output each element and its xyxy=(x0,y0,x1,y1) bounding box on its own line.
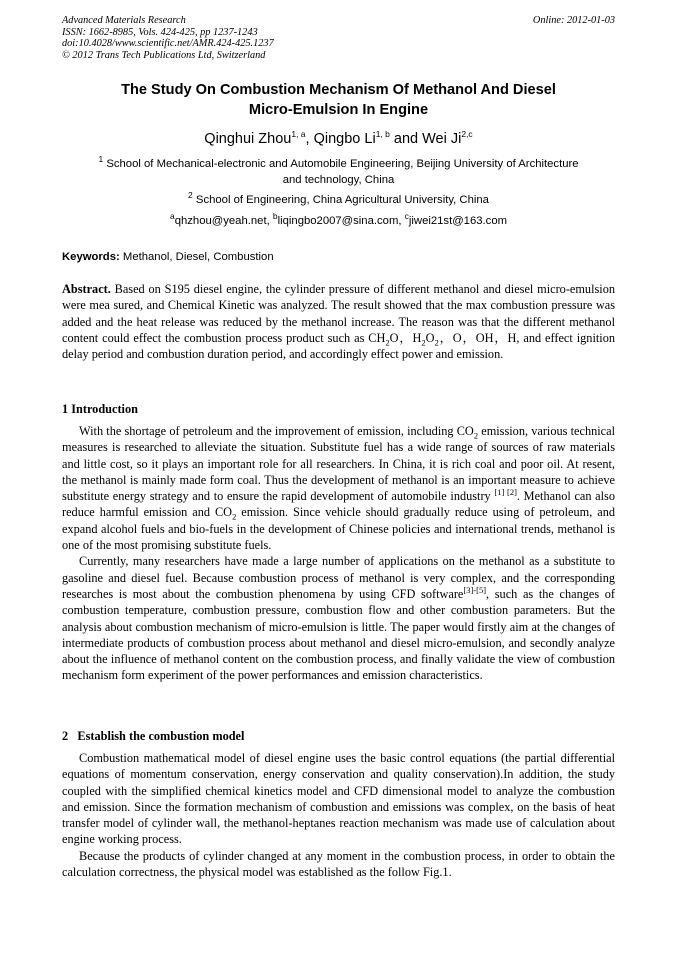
journal-header xyxy=(62,15,615,61)
affiliation-1-text: School of Mechanical-electronic and Automobile Engineering, Beijing University of Architecture xyxy=(106,158,579,170)
issn-line: ISSN: 1662-8985, Vols. 424-425, pp 1237-1243 xyxy=(62,26,258,38)
email-b: liqingbo2007@sina.com, xyxy=(277,215,405,227)
s1p2-citation: [3]-[5] xyxy=(463,584,487,595)
section-1-heading: 1 Introduction xyxy=(62,402,138,416)
author-1-sup: 1, a xyxy=(291,129,306,140)
abstract-sub-1: 2 xyxy=(385,337,390,348)
s1p1-text-b: emission, various technical measures is researched to alleviate the situation. Substitute fuel has a wide range of sources of raw materials and little cost, so it plays an important role for all researchers. In China, it is rich coal and poor oil. At resent, the methanol is mainly made form coal. Thus the development of methanol is an important measure to achieve substitute energy strategy and to ensure the rapid development of automobile industry xyxy=(62,424,615,504)
email-b-sup: b xyxy=(272,211,278,222)
keywords xyxy=(62,249,615,265)
online-date: Online: 2012-01-03 xyxy=(532,15,615,26)
affiliation-1 xyxy=(62,156,615,188)
affiliation-2-sup: 2 xyxy=(188,190,193,201)
author-2-sup: 1, b xyxy=(375,129,390,140)
paper-title xyxy=(62,80,615,120)
s1p1-text-c: . Methanol can also reduce harmful emission and CO xyxy=(62,489,615,520)
author-1-name: Qinghui Zhou xyxy=(204,131,292,147)
affiliation-2 xyxy=(62,192,615,208)
s1p1-text-d: emission. Since vehicle should gradually reduce using of petroleum, and expand alcohol fuels and bio-fuels in the development of Chinese policies and international trends, methanol is one of the most promising substitute fuels. xyxy=(62,505,615,553)
author-list xyxy=(62,129,615,149)
s1p1-sub-2: 2 xyxy=(232,511,237,522)
keywords-label: Keywords: xyxy=(62,251,120,263)
abstract-sub-2: 2 xyxy=(421,337,426,348)
copyright-line: © 2012 Trans Tech Publications Ltd, Switzerland xyxy=(62,49,266,61)
title-line-2: Micro-Emulsion In Engine xyxy=(248,102,429,118)
s1p2-text-a: Currently, many researchers have made a large number of applications on the methanol as a substitute to gasoline and diesel fuel. Because combustion process of methanol is very complex, and the corresponding researches is most about the combustion phenomena by using CFD software xyxy=(62,554,615,601)
affiliation-1-line-2: and technology, China xyxy=(282,174,395,186)
section-1-paragraph-1 xyxy=(62,423,615,553)
abstract-text-1: Based on S195 diesel engine, the cylinder pressure of different methanol and diesel micro-emulsion were mea sured, and Chemical Kinetic was analyzed. The result showed that the max combustion pressure was added and the heat release was reduced by the methanol increase. The reason was that the different methanol content could effect the combustion process product such as CH xyxy=(62,282,615,345)
abstract-text-2: O，H xyxy=(389,330,422,345)
section-2-heading: 2 Establish the combustion model xyxy=(62,729,245,743)
affiliation-1-sup: 1 xyxy=(98,154,104,165)
abstract-text-4: ，O，OH，H, and effect ignition delay period and combustion duration period, and accordingly effect power and emission. xyxy=(62,330,615,362)
keywords-text: Methanol, Diesel, Combustion xyxy=(119,251,274,263)
author-3-sup: 2,c xyxy=(461,129,473,140)
author-emails xyxy=(62,213,615,229)
journal-name: Advanced Materials Research xyxy=(62,15,186,26)
title-line-1: The Study On Combustion Mechanism Of Methanol And Diesel xyxy=(121,82,556,98)
doi-line: doi:10.4028/www.scientific.net/AMR.424-425.1237 xyxy=(62,38,274,49)
author-2-name: Qingbo Li xyxy=(313,131,376,147)
abstract-label: Abstract. xyxy=(62,282,111,296)
abstract-text-3: O xyxy=(425,330,435,345)
email-c: jiwei21st@163.com xyxy=(408,215,508,227)
abstract xyxy=(62,281,615,362)
section-2-paragraph-1: Combustion mathematical model of diesel engine uses the basic control equations (the partial differential equations of momentum conservation, energy conservation and quality conservation).In addition, the study coupled with the simplified chemical kinetics model and CFD dimensional model to analyze the combustion and emission. Since the formation mechanism of combustion and emissions was complex, on the basis of heat transfer model of cylinder wall, the methanol-heptanes reaction mechanism was made use of calculation about engine working process. xyxy=(62,751,615,847)
section-1-paragraph-2 xyxy=(62,553,615,683)
section-introduction xyxy=(62,401,615,684)
abstract-sub-3: 2 xyxy=(434,337,439,348)
author-sep-1: , xyxy=(305,131,314,147)
section-2-paragraph-2: Because the products of cylinder changed at any moment in the combustion process, in order to obtain the calculation correctness, the physical model was established as the follow Fig.1. xyxy=(62,848,615,880)
section-combustion-model xyxy=(62,728,615,880)
affiliation-2-text: School of Engineering, China Agricultural University, China xyxy=(195,194,489,206)
author-3-name: Wei Ji xyxy=(422,131,462,147)
s1p1-text-a: With the shortage of petroleum and the improvement of emission, including CO xyxy=(79,424,474,438)
email-a: qhzhou@yeah.net, xyxy=(174,215,273,227)
email-a-sup: a xyxy=(169,211,175,222)
s1p1-citation: [1] [2] xyxy=(494,487,517,498)
email-c-sup: c xyxy=(404,211,409,222)
affiliation-1-line-1 xyxy=(62,156,615,172)
author-sep-2: and xyxy=(389,131,423,147)
s1p2-text-b: , such as the changes of combustion temperature, combustion pressure, combustion flow and other combustion parameters. But the analysis about combustion mechanism of micro-emulsion is little. The paper would firstly aim at the changes of intermediate products of combustion process about methanol and diesel micro-emulsion, and secondly analyze about the influence of methanol content on the combustion process, and finally validate the view of combustion mechanism form experiment of the power performances and emission characteristics. xyxy=(62,586,616,683)
s1p1-sub-1: 2 xyxy=(473,430,479,441)
